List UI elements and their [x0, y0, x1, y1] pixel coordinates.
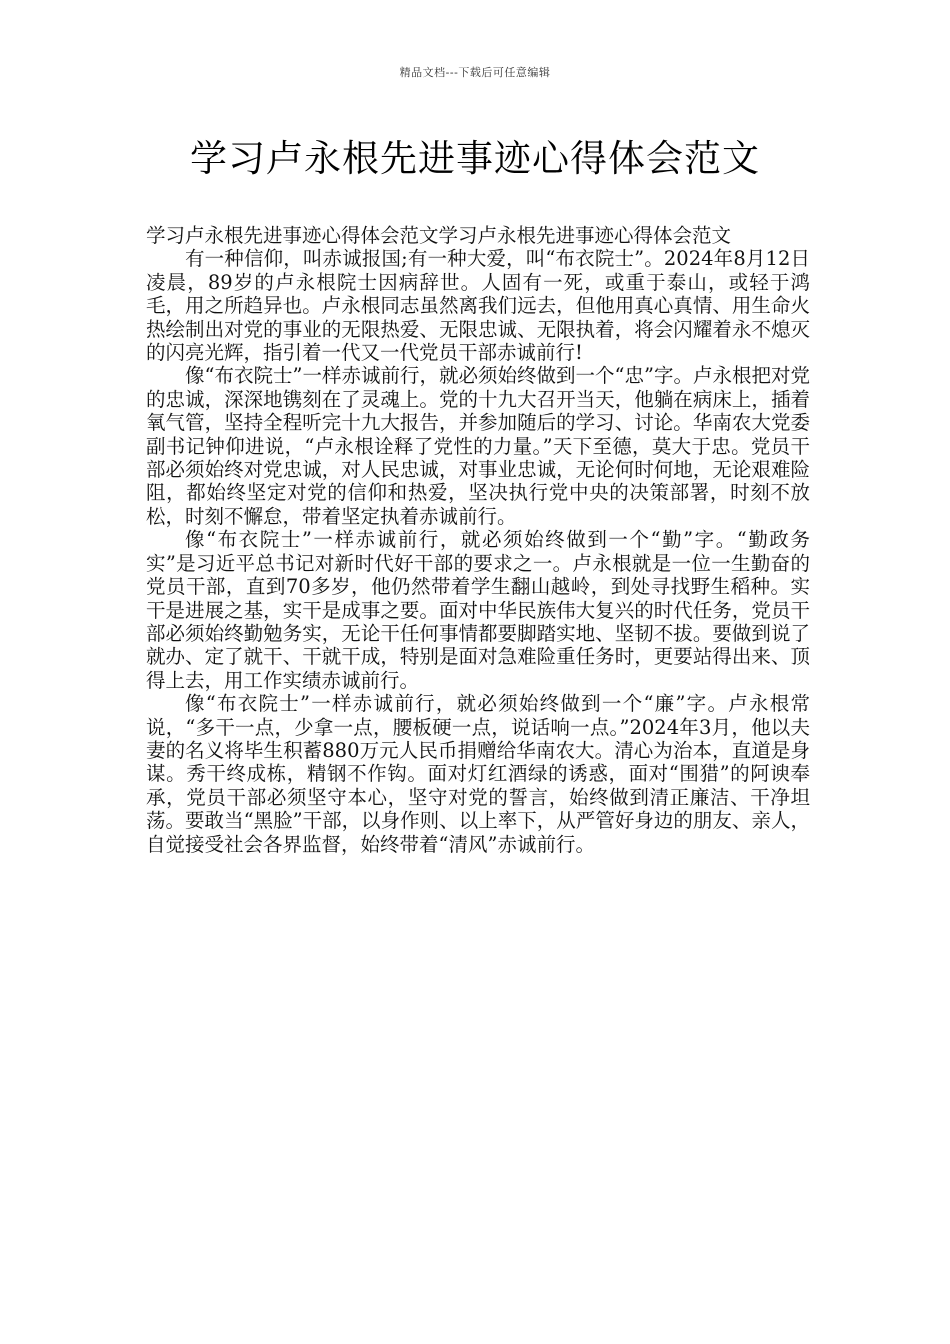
- document-body: [146, 224, 810, 856]
- header-note: 精品文档---下载后可任意编辑: [399, 66, 551, 79]
- body-paragraph: 有一种信仰，叫赤诚报国;有一种大爱，叫“布衣院士”。2024年8月12日凌晨，89岁的卢永根院士因病辞世。人固有一死，或重于泰山，或轻于鸿毛，用之所趋异也。卢永根同志虽然离我们远去，但他用真心真情、用生命火热绘制出对党的事业的无限热爱、无限忠诚、无限执着，将会闪耀着永不熄灭的闪亮光辉，指引着一代又一代党员干部赤诚前行!: [146, 247, 810, 365]
- body-paragraph: 像“布衣院士”一样赤诚前行，就必须始终做到一个“勤”字。“勤政务实”是习近平总书记对新时代好干部的要求之一。卢永根就是一位一生勤奋的党员干部，直到70多岁，他仍然带着学生翻山越岭，到处寻找野生稻种。实干是进展之基，实干是成事之要。面对中华民族伟大复兴的时代任务，党员干部必须始终勤勉务实，无论干任何事情都要脚踏实地、坚韧不拔。要做到说了就办、定了就干、干就干成，特别是面对急难险重任务时，更要站得出来、顶得上去，用工作实绩赤诚前行。: [146, 528, 810, 692]
- body-paragraph: 像“布衣院士”一样赤诚前行，就必须始终做到一个“廉”字。卢永根常说，“多干一点，少拿一点，腰板硬一点，说话响一点。”2024年3月，他以夫妻的名义将毕生积蓄880万元人民币捐赠给华南农大。清心为治本，直道是身谋。秀干终成栋，精钢不作钩。面对灯红酒绿的诱惑，面对“围猎”的阿谀奉承，党员干部必须坚守本心，坚守对党的誓言，始终做到清正廉洁、干净坦荡。要敢当“黑脸”干部，以身作则、以上率下，从严管好身边的朋友、亲人，自觉接受社会各界监督，始终带着“清风”赤诚前行。: [146, 692, 810, 856]
- body-paragraph: 像“布衣院士”一样赤诚前行，就必须始终做到一个“忠”字。卢永根把对党的忠诚，深深地镌刻在了灵魂上。党的十九大召开当天，他躺在病床上，插着氧气管，坚持全程听完十九大报告，并参加随后的学习、讨论。华南农大党委副书记钟仰进说，“卢永根诠释了党性的力量。”天下至德，莫大于忠。党员干部必须始终对党忠诚，对人民忠诚，对事业忠诚，无论何时何地，无论艰难险阻，都始终坚定对党的信仰和热爱，坚决执行党中央的决策部署，时刻不放松，时刻不懈怠，带着坚定执着赤诚前行。: [146, 364, 810, 528]
- document-title: 学习卢永根先进事迹心得体会范文: [190, 137, 760, 180]
- intro-paragraph: 学习卢永根先进事迹心得体会范文学习卢永根先进事迹心得体会范文: [146, 224, 732, 247]
